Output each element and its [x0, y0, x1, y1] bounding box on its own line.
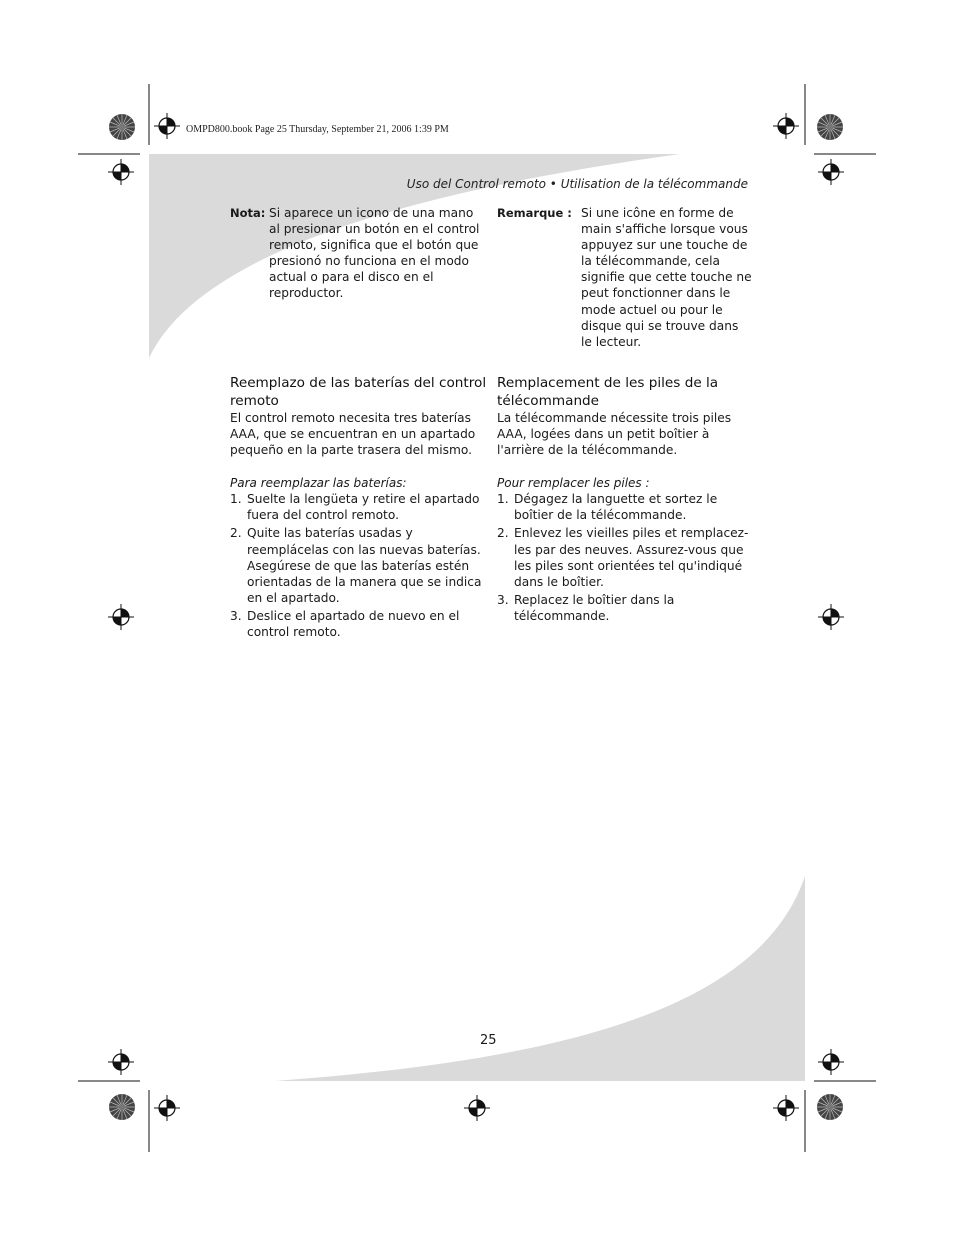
section-es-subheading: Para reemplazar las baterías:	[230, 476, 407, 491]
list-item: 1. Dégagez la languette et sortez le boîtier de la télécommande.	[497, 492, 718, 523]
list-item: 2. Enlevez les vieilles piles et remplacez-les par des neuves. Assurez-vous que les piles sont orientées tel qu'indiqué dans le boîtier.	[497, 526, 749, 589]
section-es-heading: Reemplazo de las baterías del control remoto	[230, 375, 487, 409]
note-es	[230, 205, 484, 305]
note-fr-text: Si une icône en forme de main s'affiche lorsque vous appuyez sur une touche de la télécommande, cela signifie que cette touche ne peut fonctionner dans le mode actuel ou pour le disque qui se trouve dans le lecteur.	[581, 206, 752, 349]
list-item: 2. Quite las baterías usadas y reemplácelas con las nuevas baterías. Asegúrese de que las baterías estén orientadas de la manera que se indica en el apartado.	[230, 526, 482, 605]
section-es-intro: El control remoto necesita tres baterías AAA, que se encuentran en un apartado pequeño en la parte trasera del mismo.	[230, 411, 476, 458]
note-fr	[497, 205, 755, 355]
section-fr-subheading: Pour remplacer les piles :	[497, 476, 650, 491]
section-fr-steps	[497, 491, 755, 624]
note-es-label: Nota:	[230, 206, 266, 220]
list-item: 3. Replacez le boîtier dans la télécommande.	[497, 592, 675, 623]
print-slug: OMPD800.book Page 25 Thursday, September 21, 2006 1:39 PM	[186, 124, 449, 135]
list-item: 3. Deslice el apartado de nuevo en el control remoto.	[230, 608, 460, 640]
bottom-swoosh	[275, 876, 805, 1081]
section-es	[230, 374, 488, 642]
section-fr-heading: Remplacement de les piles de la télécommande	[497, 375, 719, 409]
note-fr-label: Remarque :	[497, 206, 572, 220]
page-number: 25	[480, 1033, 497, 1048]
list-item: 1. Suelte la lengüeta y retire el apartado fuera del control remoto.	[230, 492, 480, 523]
running-head: Uso del Control remoto • Utilisation de la télécommande	[406, 177, 748, 191]
note-es-text: Si aparece un icono de una mano al presionar un botón en el control remoto, significa que el botón que presionó no funciona en el modo actual o para el disco en el reproductor.	[269, 206, 480, 301]
section-fr	[497, 374, 755, 626]
section-fr-intro: La télécommande nécessite trois piles AAA, logées dans un petit boîtier à l'arrière de la télécommande.	[497, 411, 732, 458]
section-es-steps	[230, 491, 488, 640]
